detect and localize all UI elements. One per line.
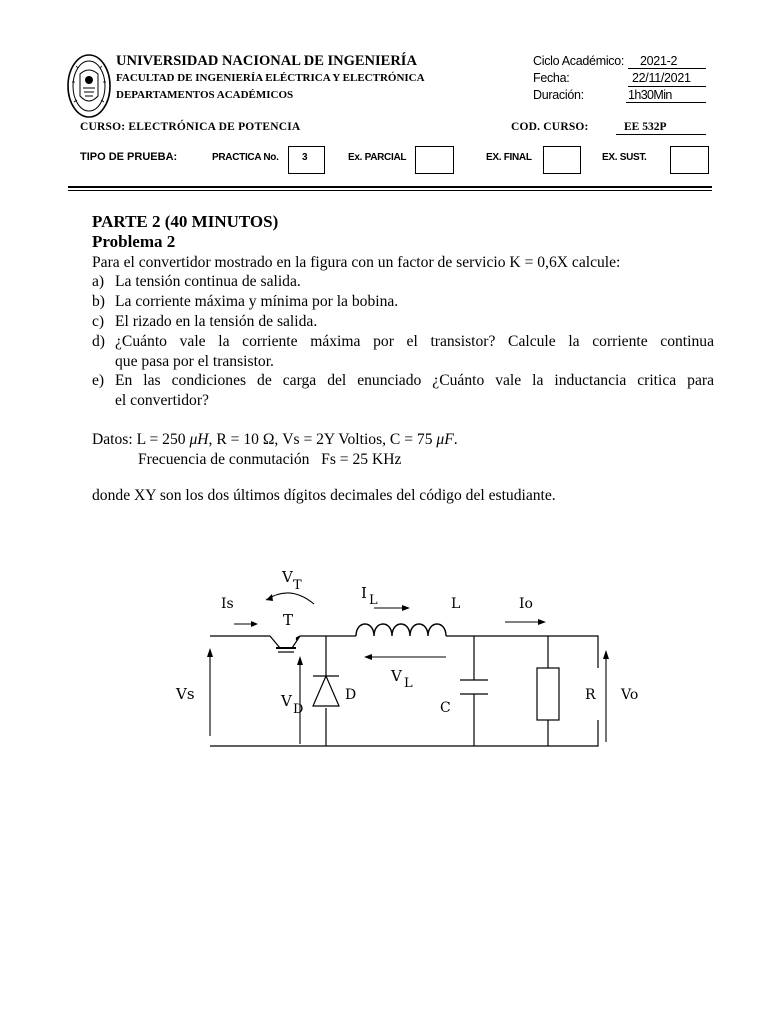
question-text: La corriente máxima y mínima por la bobina.	[115, 293, 399, 310]
is-arrowhead-icon	[251, 621, 258, 627]
question-text: ¿Cuánto vale la corriente máxima por el transistor? Calcule la corriente continua	[115, 333, 714, 350]
question-text: La tensión continua de salida.	[115, 273, 301, 290]
duration-value: 1h30Min	[628, 88, 672, 102]
vo-label: Vo	[621, 687, 639, 703]
date-value: 22/11/2021	[632, 71, 691, 85]
diode-icon	[313, 676, 339, 706]
question-label: a)	[92, 273, 105, 290]
faculty-name: FACULTAD DE INGENIERÍA ELÉCTRICA Y ELECTRÓNICA	[116, 72, 425, 84]
cycle-value: 2021-2	[640, 54, 678, 68]
is-label: Is	[221, 596, 234, 612]
data-capacitance-unit: μF	[436, 431, 454, 448]
part-title: PARTE 2 (40 MINUTOS)	[92, 212, 279, 231]
cycle-label: Ciclo Académico:	[533, 54, 625, 68]
vl-label: V	[391, 667, 402, 685]
question-label: d)	[92, 333, 105, 350]
problem-intro: Para el convertidor mostrado en la figura con un factor de servicio K = 0,6X calcule:	[92, 254, 621, 271]
resistor-icon	[537, 668, 559, 720]
frequency-line: Frecuencia de conmutación Fs = 25 KHz	[138, 451, 402, 468]
test-type-label: TIPO DE PRUEBA:	[80, 151, 178, 163]
partial-label: Ex. PARCIAL	[348, 152, 407, 163]
il-subscript: L	[369, 593, 378, 608]
date-label: Fecha:	[533, 71, 570, 85]
question-text-continued: el convertidor?	[115, 392, 209, 409]
diode-label: D	[345, 687, 357, 703]
data-prefix: Datos: L = 250	[92, 431, 190, 448]
course-code-value: EE 532P	[624, 121, 667, 133]
vt-subscript: T	[293, 578, 302, 593]
practice-label: PRACTICA No.	[212, 152, 279, 163]
il-label: I	[361, 584, 367, 602]
vd-label: V	[281, 692, 292, 710]
wire-bottom	[210, 720, 598, 746]
vt-arrow-icon	[266, 593, 314, 604]
vs-arrowhead-icon	[207, 648, 213, 657]
vd-subscript: D	[293, 702, 304, 717]
vl-arrowhead-icon	[364, 654, 372, 660]
wire-top-right	[446, 636, 598, 668]
department-name: DEPARTAMENTOS ACADÉMICOS	[116, 89, 294, 101]
student-code-note: donde XY son los dos últimos dígitos decimales del código del estudiante.	[92, 487, 556, 504]
question-label: b)	[92, 293, 105, 310]
vt-label: V	[282, 568, 293, 586]
data-values: , R = 10 Ω, Vs = 2Y Voltios, C = 75	[208, 431, 437, 448]
capacitor-label: C	[440, 700, 451, 716]
il-arrowhead-icon	[402, 605, 410, 611]
course-code-label: COD. CURSO:	[511, 121, 589, 133]
practice-number: 3	[302, 152, 308, 163]
question-text-continued: que pasa por el transistor.	[115, 353, 274, 370]
sust-label: EX. SUST.	[602, 152, 647, 163]
vs-label: Vs	[176, 685, 195, 703]
problem-title: Problema 2	[92, 232, 176, 251]
resistor-label: R	[585, 687, 596, 703]
vd-arrowhead-icon	[297, 656, 303, 665]
io-label: Io	[519, 596, 533, 612]
university-name: UNIVERSIDAD NACIONAL DE INGENIERÍA	[116, 53, 417, 69]
capacitor-icon	[460, 680, 488, 694]
data-end: .	[453, 431, 458, 448]
question-text: El rizado en la tensión de salida.	[115, 313, 318, 330]
vl-subscript: L	[404, 676, 413, 691]
vt-arrowhead-icon	[266, 594, 273, 601]
final-label: EX. FINAL	[486, 152, 532, 163]
io-arrowhead-icon	[538, 619, 546, 625]
question-label: c)	[92, 313, 105, 330]
course-name: CURSO: ELECTRÓNICA DE POTENCIA	[80, 121, 301, 133]
vo-arrowhead-icon	[603, 650, 609, 659]
inductor-icon	[356, 624, 446, 636]
question-label: e)	[92, 372, 105, 389]
inductor-label: L	[451, 596, 461, 612]
data-inductance-unit: μH	[189, 431, 209, 448]
transistor-icon	[270, 636, 300, 652]
transistor-label: T	[283, 611, 294, 629]
duration-label: Duración:	[533, 88, 584, 102]
question-text: En las condiciones de carga del enunciado ¿Cuánto vale la inductancia critica para	[115, 372, 714, 389]
